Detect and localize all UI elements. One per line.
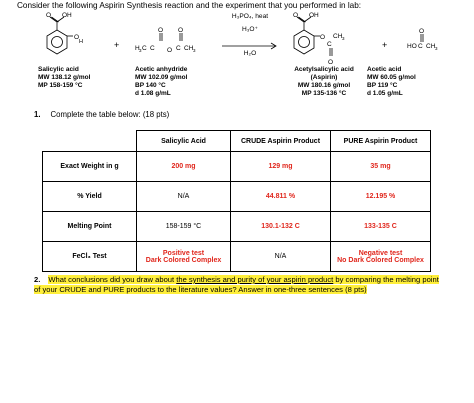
row-label: % Yield [43, 182, 137, 212]
svg-text:OH: OH [309, 12, 319, 19]
svg-text:O: O [328, 59, 334, 66]
svg-text:CH: CH [426, 43, 436, 50]
column-header: Salicylic Acid [137, 131, 231, 152]
question-number: 2. [34, 275, 41, 284]
table-row [43, 212, 431, 242]
plus-sign: + [382, 40, 388, 50]
svg-text:3: 3 [193, 48, 196, 53]
row-label: FeCl₃ Test [43, 242, 137, 272]
salicylic-acid-info: Salicylic acid MW 138.12 g/mol MP 158-159 °C [38, 66, 91, 89]
water-label: H₂O [243, 50, 257, 57]
column-header: PURE Aspirin Product [331, 131, 431, 152]
table-row [43, 182, 431, 212]
salicylic-acid-ring [47, 30, 67, 54]
svg-text:C: C [327, 41, 332, 48]
table-cell: 200 mg [137, 152, 231, 182]
svg-text:C: C [142, 45, 147, 52]
intro-text: Consider the following Aspirin Synthesis reaction and the experiment that you performed in lab: [17, 1, 362, 10]
question-text: Complete the table below: (18 pts) [50, 110, 170, 119]
table-cell: N/A [231, 242, 331, 272]
aspirin-info: Acetylsalicylic acid (Aspirin) MW 180.16 g/mol MP 135-136 °C [294, 66, 354, 97]
question-2 [34, 275, 444, 295]
svg-text:OH: OH [62, 12, 72, 19]
svg-text:HO: HO [407, 43, 417, 50]
svg-text:O: O [158, 27, 164, 34]
svg-text:O: O [419, 28, 425, 35]
acetic-acid-info: Acetic acid MW 60.05 g/mol BP 119 °C d 1.05 g/mL [367, 66, 416, 97]
svg-text:O: O [320, 34, 326, 41]
results-table [42, 130, 431, 272]
svg-text:CH: CH [184, 45, 194, 52]
table-cell: 133-135 C [331, 212, 431, 242]
svg-text:H: H [135, 45, 140, 52]
svg-text:C: C [176, 45, 181, 52]
svg-text:O: O [178, 27, 184, 34]
svg-text:C: C [150, 45, 155, 52]
table-cell: 44.811 % [231, 182, 331, 212]
acetic-anhydride-info: Acetic anhydride MW 102.09 g/mol BP 140 °C d 1.08 g/mL [135, 66, 188, 97]
table-header-row [43, 131, 431, 152]
svg-text:O: O [167, 47, 173, 54]
plus-sign: + [114, 40, 120, 50]
table-cell: N/A [137, 182, 231, 212]
table-cell: Negative test No Dark Colored Complex [331, 242, 431, 272]
table-cell: 129 mg [231, 152, 331, 182]
aspirin-ring [294, 30, 314, 54]
svg-text:3: 3 [139, 48, 142, 53]
svg-text:O: O [46, 12, 52, 19]
row-label: Melting Point [43, 212, 137, 242]
svg-text:3: 3 [435, 46, 438, 51]
table-cell: 35 mg [331, 152, 431, 182]
table-cell: Positive test Dark Colored Complex [137, 242, 231, 272]
svg-text:H: H [79, 39, 83, 45]
question-1 [34, 110, 169, 119]
empty-corner [43, 131, 137, 152]
svg-text:O: O [74, 34, 80, 41]
svg-text:O: O [293, 12, 299, 19]
table-cell: 130.1-132 C [231, 212, 331, 242]
table-row [43, 242, 431, 272]
table-cell: 158-159 °C [137, 212, 231, 242]
svg-text:3: 3 [342, 36, 345, 41]
row-label: Exact Weight in g [43, 152, 137, 182]
acid-label: H₃O⁺ [241, 26, 259, 33]
table-cell: 12.195 % [331, 182, 431, 212]
question-text: What conclusions did you draw about the synthesis and purity of your aspirin product by comparing the melting point of your CRUDE and PURE products to the literature values? Answer in one-three sentences (8 pts) [34, 275, 439, 294]
catalyst-label: H₃PO₄, heat [231, 13, 269, 20]
svg-text:CH: CH [333, 33, 343, 40]
question-number: 1. [34, 110, 41, 119]
table-row [43, 152, 431, 182]
column-header: CRUDE Aspirin Product [231, 131, 331, 152]
svg-text:C: C [418, 43, 423, 50]
